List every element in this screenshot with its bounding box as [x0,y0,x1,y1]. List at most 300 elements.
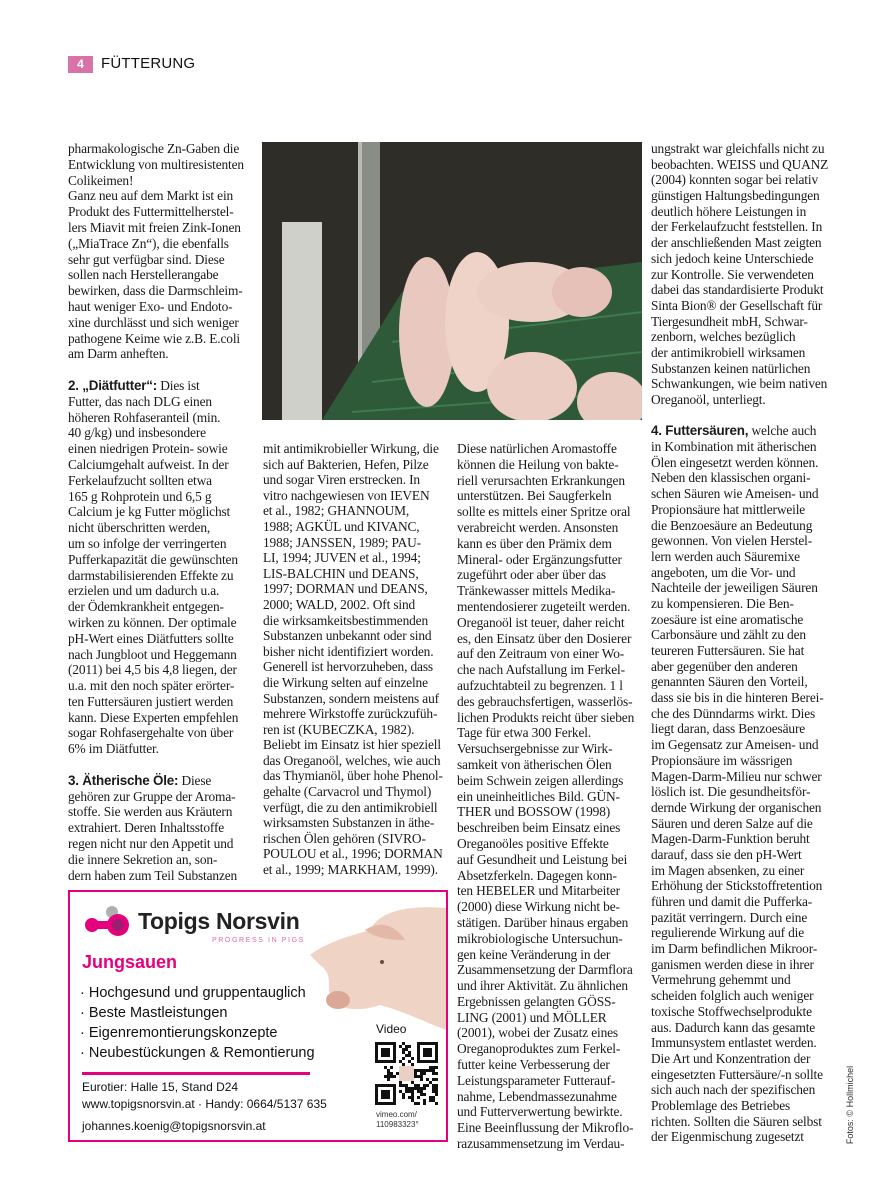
text-line: gehalte (Carvacrol und Thymol) [263,784,432,800]
text-line: 6% im Diätfutter. [68,741,159,757]
text-line: Oreganoöles positive Effekte [457,835,609,851]
brand-logo-icon [84,904,132,940]
qr-module [402,1048,405,1051]
text-line: 2000; WALD, 2002. Oft sind [263,596,416,612]
text-line: der Eigenmischung zugesetzt [651,1129,804,1145]
qr-module [423,1099,426,1102]
qr-module [432,1069,435,1072]
text-line: aber gegenüber den anderen [651,658,798,674]
qr-module [405,1054,408,1057]
text-run: Diese [178,772,212,788]
text-line [651,423,841,439]
text-line: sollen nach Herstellerangabe [68,267,219,283]
text-line: angeboten, um die Vor- und [651,564,796,580]
text-line: löslich ist. Die gesundheitsför- [651,784,811,800]
text-line: ten HEBELER und Mitarbeiter [457,883,620,899]
qr-module [390,1075,393,1078]
text-line: Carbonsäure und zählt zu den [651,627,806,643]
text-line: u.a. mit den noch später erörter- [68,678,235,694]
text-line [68,757,258,773]
qr-module [417,1102,420,1105]
qr-module [435,1102,438,1105]
text-line: gehören zur Gruppe der Aroma- [68,788,236,804]
qr-module [414,1072,417,1075]
qr-module [420,1087,423,1090]
qr-module [408,1045,411,1048]
advertisement-topigs-norsvin[interactable] [68,890,448,1142]
ad-email[interactable]: johannes.koenig@topigsnorsvin.at [82,1119,266,1133]
text-line: Erhöhung der Stickstoffretention [651,878,823,894]
text-line: eingesetzten Futtersäure/-n sollte [651,1066,823,1082]
text-line: verfügt, die zu den antimikrobiell [263,799,438,815]
text-line: Vermehrung gehemmt und [651,972,791,988]
text-line: kann es über den Prämix dem [457,535,612,551]
text-line: ganismen werden diese in ihrer [651,956,814,972]
text-line: haut weniger Exo- und Endoto- [68,298,233,314]
text-line: LI, 1994; JUVEN et al., 1994; [263,550,421,566]
text-line: auf den Zeitraum von einer Wo- [457,646,625,662]
text-line: darmstabilisierenden Effekte zu [68,567,234,583]
text-line: schen Säuren wie Ameisen- und [651,486,819,502]
qr-module [420,1072,423,1075]
qr-module [387,1072,390,1075]
qr-module [405,1084,408,1087]
text-line: LING (2001) und MÖLLER [457,1009,607,1025]
section-heading: 2. „Diätfutter“: [68,377,158,393]
text-line: mentendosierer zugeteilt werden. [457,598,631,614]
text-line: dass sie bis in die hinteren Berei- [651,690,824,706]
text-line: Oreganoöl ist teuer, daher reicht [457,614,625,630]
text-line: das Oreganoöl, welches, wie auch [263,752,441,768]
qr-module [420,1078,423,1081]
qr-module [402,1084,405,1087]
text-line: LIS-BALCHIN und DEANS, [263,565,419,581]
qr-module [435,1087,438,1090]
text-line: Substanzen, sondern meistens auf [263,690,439,706]
qr-module [414,1069,417,1072]
text-line: extrahiert. Deren Inhaltsstoffe [68,820,225,836]
text-line: unterstützen. Bei Saugferkeln [457,488,612,504]
text-line: pharmakologische Zn-Gaben die [68,141,240,156]
text-line: dabei das standardisierte Produkt [651,282,824,298]
qr-module [387,1069,390,1072]
text-line: genannten Säuren den Vorteil, [651,674,808,690]
text-line: Problemlage des Betriebes [651,1097,791,1113]
text-line: können die Heilung von bakte- [457,456,619,472]
text-line: et al., 1999; MARKHAM, 1999). [263,862,438,878]
qr-module [420,1093,423,1096]
text-line: lern werden auch Säuremixe [651,548,800,564]
text-line: deutlich höhere Leistungen in [651,203,807,219]
text-line: Propionsäure im wässrigen [651,752,793,768]
qr-module [417,1069,420,1072]
qr-module [393,1075,396,1078]
qr-module [387,1075,390,1078]
qr-module [417,1090,420,1093]
ad-headline: Jungsauen [82,952,178,972]
text-line: Nachteile der jeweiligen Säuren [651,580,818,596]
text-line: Tage für etwa 300 Ferkel. [457,725,592,741]
qr-module [408,1054,411,1057]
text-line: die Wirkung selten auf einzelne [263,674,428,690]
text-line: sollte es mittels einer Spritze oral [457,504,631,520]
text-line: vitro nachgewiesen von IEVEN [263,487,430,503]
qr-module [387,1078,390,1081]
text-line: ungstrakt war gleichfalls nicht zu [651,141,825,156]
photo-credit: Fotos: © Hollmichel [845,1065,855,1145]
qr-module [408,1087,411,1090]
qr-module [417,1075,420,1078]
text-line: scheiden folglich auch weniger [651,988,814,1004]
text-line: Colikeimen! [68,172,134,188]
text-line: der antimikrobiell wirksamen [651,344,806,360]
qr-module [423,1084,426,1087]
text-line: razusammensetzung im Verdau- [457,1136,625,1152]
text-line: mehrere Wirkstoffe zurückzufüh- [263,706,438,722]
qr-module [417,1096,420,1099]
text-line: um so infolge der verringerten [68,535,227,551]
qr-module [405,1090,408,1093]
text-line: lichen Produkts reicht über sieben [457,709,635,725]
qr-module [381,1048,390,1057]
text-line: einen niedrigen Protein- sowie [68,441,228,457]
text-line: bewirken, dass die Darmschleim- [68,283,243,299]
text-line: zu kompensieren. Die Ben- [651,595,794,611]
text-line: 1997; DORMAN und DEANS, [263,581,428,597]
text-line: führen und damit die Pufferka- [651,894,813,909]
qr-module [429,1096,432,1099]
text-line: Ferkelaufzucht sollten etwa [68,472,212,488]
qr-module [420,1090,423,1093]
qr-module [408,1090,411,1093]
text-line: sehr gut verfügbar sind. Diese [68,251,225,267]
text-line: regen nicht nur den Appetit und [68,836,234,852]
qr-module [423,1069,426,1072]
text-line: Substanzen unbekannt oder sind [263,628,432,644]
text-line: im Magen absenken, zu einer [651,862,805,878]
text-line: 1988; JANSSEN, 1989; PAU- [263,534,421,550]
text-line: am Darm anheften. [68,346,169,362]
text-line: Neben den klassischen organi- [651,470,811,486]
text-run: Dies ist [157,377,200,393]
text-line [68,362,258,378]
qr-module [417,1084,420,1087]
text-line: im Gegensatz zur Ameisen- und [651,737,819,753]
qr-module [399,1066,414,1081]
text-line: der anschließenden Mast zeigten [651,235,822,251]
text-line: zoesäure ist eine aromatische [651,611,804,627]
qr-module [426,1078,429,1081]
qr-module [399,1084,402,1087]
ad-event: Eurotier: Halle 15, Stand D24 [82,1080,239,1094]
text-column-2 [263,441,453,878]
ad-bullet: · Beste Mastleistungen [80,1005,228,1021]
text-line: günstigen Haltungsbedingungen [651,188,820,204]
text-line: Generell ist hervorzuheben, dass [263,659,433,675]
text-line: Magen-Darm-Funktion beruht [651,831,810,847]
text-line: 1988; AGKÜL und KIVANC, [263,518,420,534]
text-line: verabreicht werden. Ansonsten [457,519,619,535]
qr-module [399,1060,402,1063]
text-line: lers Miavit mit freien Zink-Ionen [68,219,241,235]
qr-module [423,1072,426,1075]
text-line: zur Kontrolle. Sie verwendeten [651,266,814,282]
text-line: Schwankungen, wie beim nativen [651,376,828,392]
section-title: FÜTTERUNG [101,55,196,72]
qr-module [435,1078,438,1081]
text-line: riell verursachten Erkrankungen [457,472,625,488]
text-line: mikrobiologische Untersuchun- [457,930,623,946]
text-line: THER und BOSSOW (1998) [457,804,611,820]
qr-module [420,1075,423,1078]
qr-module [417,1087,420,1090]
qr-module [432,1096,435,1099]
text-line: Pufferkapazität die gewünschten [68,551,238,567]
text-line: das Thymianöl, über hohe Phenol- [263,768,443,784]
qr-module [399,1045,402,1048]
text-line: Ganz neu auf dem Markt ist ein [68,188,234,204]
text-line: darauf, dass sie den pH-Wert [651,846,802,862]
qr-module [432,1078,435,1081]
page-number-badge: 4 [68,56,93,73]
qr-module [426,1069,429,1072]
text-line: 40 g/kg) und insbesondere [68,425,206,441]
text-line: teureren Futtersäuren. Sie hat [651,643,805,658]
qr-module [435,1072,438,1075]
qr-module [432,1084,435,1087]
qr-module [414,1075,417,1078]
text-line: 165 g Rohprotein und 6,5 g [68,488,212,504]
text-line: Immunsystem entlastet werden. [651,1035,817,1051]
text-line: Propionsäure hat mittlerweile [651,501,806,517]
qr-module [435,1084,438,1087]
qr-module [423,1048,432,1057]
text-line: im Darm befindlichen Mikroor- [651,941,818,957]
text-line: beschreiben beim Einsatz eines [457,820,621,836]
ad-bullet: · Eigenremontierungskonzepte [80,1025,278,1041]
qr-module [432,1099,435,1102]
qr-module [414,1084,417,1087]
text-line: Ölen eingesetzt werden können. [651,454,819,470]
text-line: beim Schwein zeigen allerdings [457,772,624,788]
text-line: pazität verringern. Durch eine [651,909,808,925]
text-line: Ergebnissen gelangten GÖSS- [457,993,616,1009]
text-line: höheren Rohfaseranteil (min. [68,409,221,425]
text-line: der Ödemkrankheit entgegen- [68,599,224,615]
section-heading: 4. Futtersäuren, [651,423,749,439]
qr-module [411,1096,414,1099]
qr-module [405,1087,408,1090]
brand-tagline: PROGRESS IN PIGS [212,937,305,944]
text-line: dern haben zum Teil Substanzen [68,867,238,883]
qr-module [411,1087,414,1090]
qr-module [405,1045,408,1048]
text-line: (2000) diese Wirkung nicht be- [457,899,620,915]
text-line: ein uneinheitliches Bild. GÜN- [457,788,620,804]
text-line: pathogene Keime wie z.B. E.coli [68,330,240,346]
qr-module [381,1090,390,1099]
text-line: beobachten. WEISS und QUANZ [651,156,829,172]
qr-module [432,1090,435,1093]
text-line: Säuren und deren Salze auf die [651,815,813,831]
qr-module [429,1081,432,1084]
qr-module [411,1090,414,1093]
text-line: sich auch nach der spezifischen [651,1082,816,1098]
qr-module [408,1051,411,1054]
text-line: Calcium je kg Futter möglichst [68,504,231,520]
qr-module [432,1087,435,1090]
text-line [68,773,258,789]
text-line: die wirksamkeitsbestimmenden [263,612,429,628]
text-line: die innere Sekretion an, son- [68,851,218,867]
qr-module [384,1075,387,1078]
text-line: nicht überschritten werden, [68,520,211,536]
qr-module [411,1081,414,1084]
text-line: sogar Rohfasergehalte von über [68,725,234,741]
qr-module [399,1081,402,1084]
text-column-4 [651,141,841,1145]
text-line: und sogar Viren erstrecken. In [263,472,420,488]
text-column-3 [457,441,647,1152]
text-line: der Ferkelaufzucht feststellen. In [651,219,823,235]
text-line: Absetzferkeln. Dagegen konn- [457,867,617,883]
text-line: Diese natürlichen Aromastoffe [457,441,617,456]
text-line: und ihrer Aktivität. Zu ähnlichen [457,978,628,994]
text-line: Futter, das nach DLG einen [68,393,212,409]
text-line: nahme, Lebendmassezunahme [457,1088,617,1104]
qr-module [405,1048,408,1051]
qr-module [390,1072,393,1075]
text-line: pH-Wert eines Diätfutters sollte [68,630,234,646]
text-line: (2001), wobei der Zusatz eines [457,1025,618,1041]
text-line: Entwicklung von multiresistenten [68,156,244,172]
text-line: futter keine Verbesserung der [457,1057,610,1073]
text-line: Substanzen keinen natürlichen [651,360,811,376]
qr-module [435,1090,438,1093]
text-line: (2011) bei 4,5 bis 4,8 liegen, der [68,662,237,678]
qr-module [402,1051,405,1054]
text-line [68,378,258,394]
qr-module [396,1072,399,1075]
qr-module [423,1102,426,1105]
qr-module [399,1090,402,1093]
text-line: in Kombination mit ätherischen [651,439,817,455]
qr-module [402,1093,405,1096]
text-line: ren ist (KUBECZKA, 1982). [263,721,415,737]
qr-module [432,1072,435,1075]
qr-module [426,1084,429,1087]
qr-module [408,1060,411,1063]
qr-module [423,1087,426,1090]
video-url[interactable] [376,1110,419,1130]
qr-module [390,1066,393,1069]
text-line: ten Futtersäuren justiert werden [68,693,234,709]
qr-module [414,1087,417,1090]
text-line: dernde Wirkung der organischen [651,799,822,815]
qr-module [414,1102,417,1105]
qr-module [402,1096,405,1099]
qr-code[interactable] [375,1042,438,1105]
qr-module [402,1042,405,1045]
photo-piglets [262,142,642,420]
text-line: Oreganoproduktes zum Ferkel- [457,1041,621,1057]
text-line: zenborn, welches bezüglich [651,329,796,345]
text-line: Zusammensetzung der Darmflora [457,962,633,978]
text-line: Die Art und Konzentration der [651,1050,811,1066]
text-line: (2004) konnten sogar bei relativ [651,172,818,188]
text-line: Tiergesundheit mbH, Schwar- [651,313,808,329]
text-run: welche auch [748,423,817,439]
text-line: sich jedoch keine Unterschiede [651,250,814,266]
text-line: Beliebt im Einsatz ist hier speziell [263,737,441,753]
qr-module [402,1063,405,1066]
text-line: kann. Diese Experten empfehlen [68,709,239,725]
qr-module [435,1066,438,1069]
qr-module [411,1099,414,1102]
text-line: erzielen und um dadurch u.a. [68,583,220,599]
qr-module [429,1066,432,1069]
text-line: Magen-Darm-Milieu nur schwer [651,768,822,784]
ad-bullet: · Neubestückungen & Remontierung [80,1045,315,1061]
text-line: Oreganoöl, unterliegt. [651,392,766,407]
ad-divider [82,1072,310,1075]
text-line: rischen Ölen gehören (SIVRO- [263,830,426,846]
text-line: stätigen. Darüber hinaus ergaben [457,914,629,930]
qr-module [411,1057,414,1060]
text-line: mit antimikrobieller Wirkung, die [263,441,439,456]
text-line: stoffe. Sie werden aus Kräutern [68,804,233,820]
qr-module [402,1057,405,1060]
qr-module [423,1093,426,1096]
text-line: Calciumgehalt aufweist. In der [68,456,229,472]
qr-module [429,1069,432,1072]
video-label: Video [376,1022,407,1036]
text-line: gewonnen. Von vielen Herstel- [651,533,813,549]
text-line: Sinta Bion® der Gesellschaft für [651,297,823,313]
qr-module [411,1063,414,1066]
text-line: che des Dünndarms wirkt. Dies [651,705,816,721]
text-line: wirksamsten Substanzen in äthe- [263,815,435,831]
text-line: Versuchsergebnisse zur Wirk- [457,741,613,757]
text-line: auf Gesundheit und Leistung bei [457,851,628,867]
section-heading: 3. Ätherische Öle: [68,772,179,788]
brand-name: Topigs Norsvin [138,908,300,934]
text-line: Tränkewasser mittels Medika- [457,583,616,599]
text-line: liegt daran, dass Benzoesäure [651,721,806,737]
text-line: es, den Einsatz über den Dosierer [457,630,632,646]
text-line: Eine Beeinflussung der Mikroflo- [457,1120,634,1136]
text-line: sich auf Bakterien, Hefen, Pilze [263,456,429,472]
text-line: Produkt des Futtermittelherstel- [68,204,234,220]
text-line: und Futterverwertung bewirkte. [457,1104,623,1120]
text-column-1 [68,141,258,883]
text-line: bisher nicht identifiziert worden. [263,643,434,659]
text-line [651,408,841,424]
ad-bullet: · Hochgesund und gruppentauglich [80,985,306,1001]
qr-module [429,1099,432,1102]
text-line: Leistungsparameter Futterauf- [457,1072,616,1088]
qr-module [411,1093,414,1096]
text-line: che nach Aufstallung im Ferkel- [457,662,625,678]
text-line: wirken zu können. Der optimale [68,614,237,630]
text-line: richten. Sollten die Säuren selbst [651,1113,822,1129]
video-url-line-1: vimeo.com/ [376,1110,417,1119]
text-line: die Benzoesäure an Bedeutung [651,517,813,533]
video-url-line-2: 110983323° [376,1120,419,1129]
text-line: xine durchlässt und sich weniger [68,314,239,330]
text-line: aus. Dadurch kann das gesamte [651,1019,816,1035]
ad-contact[interactable]: www.topigsnorsvin.at · Handy: 0664/5137 635 [82,1097,327,1111]
